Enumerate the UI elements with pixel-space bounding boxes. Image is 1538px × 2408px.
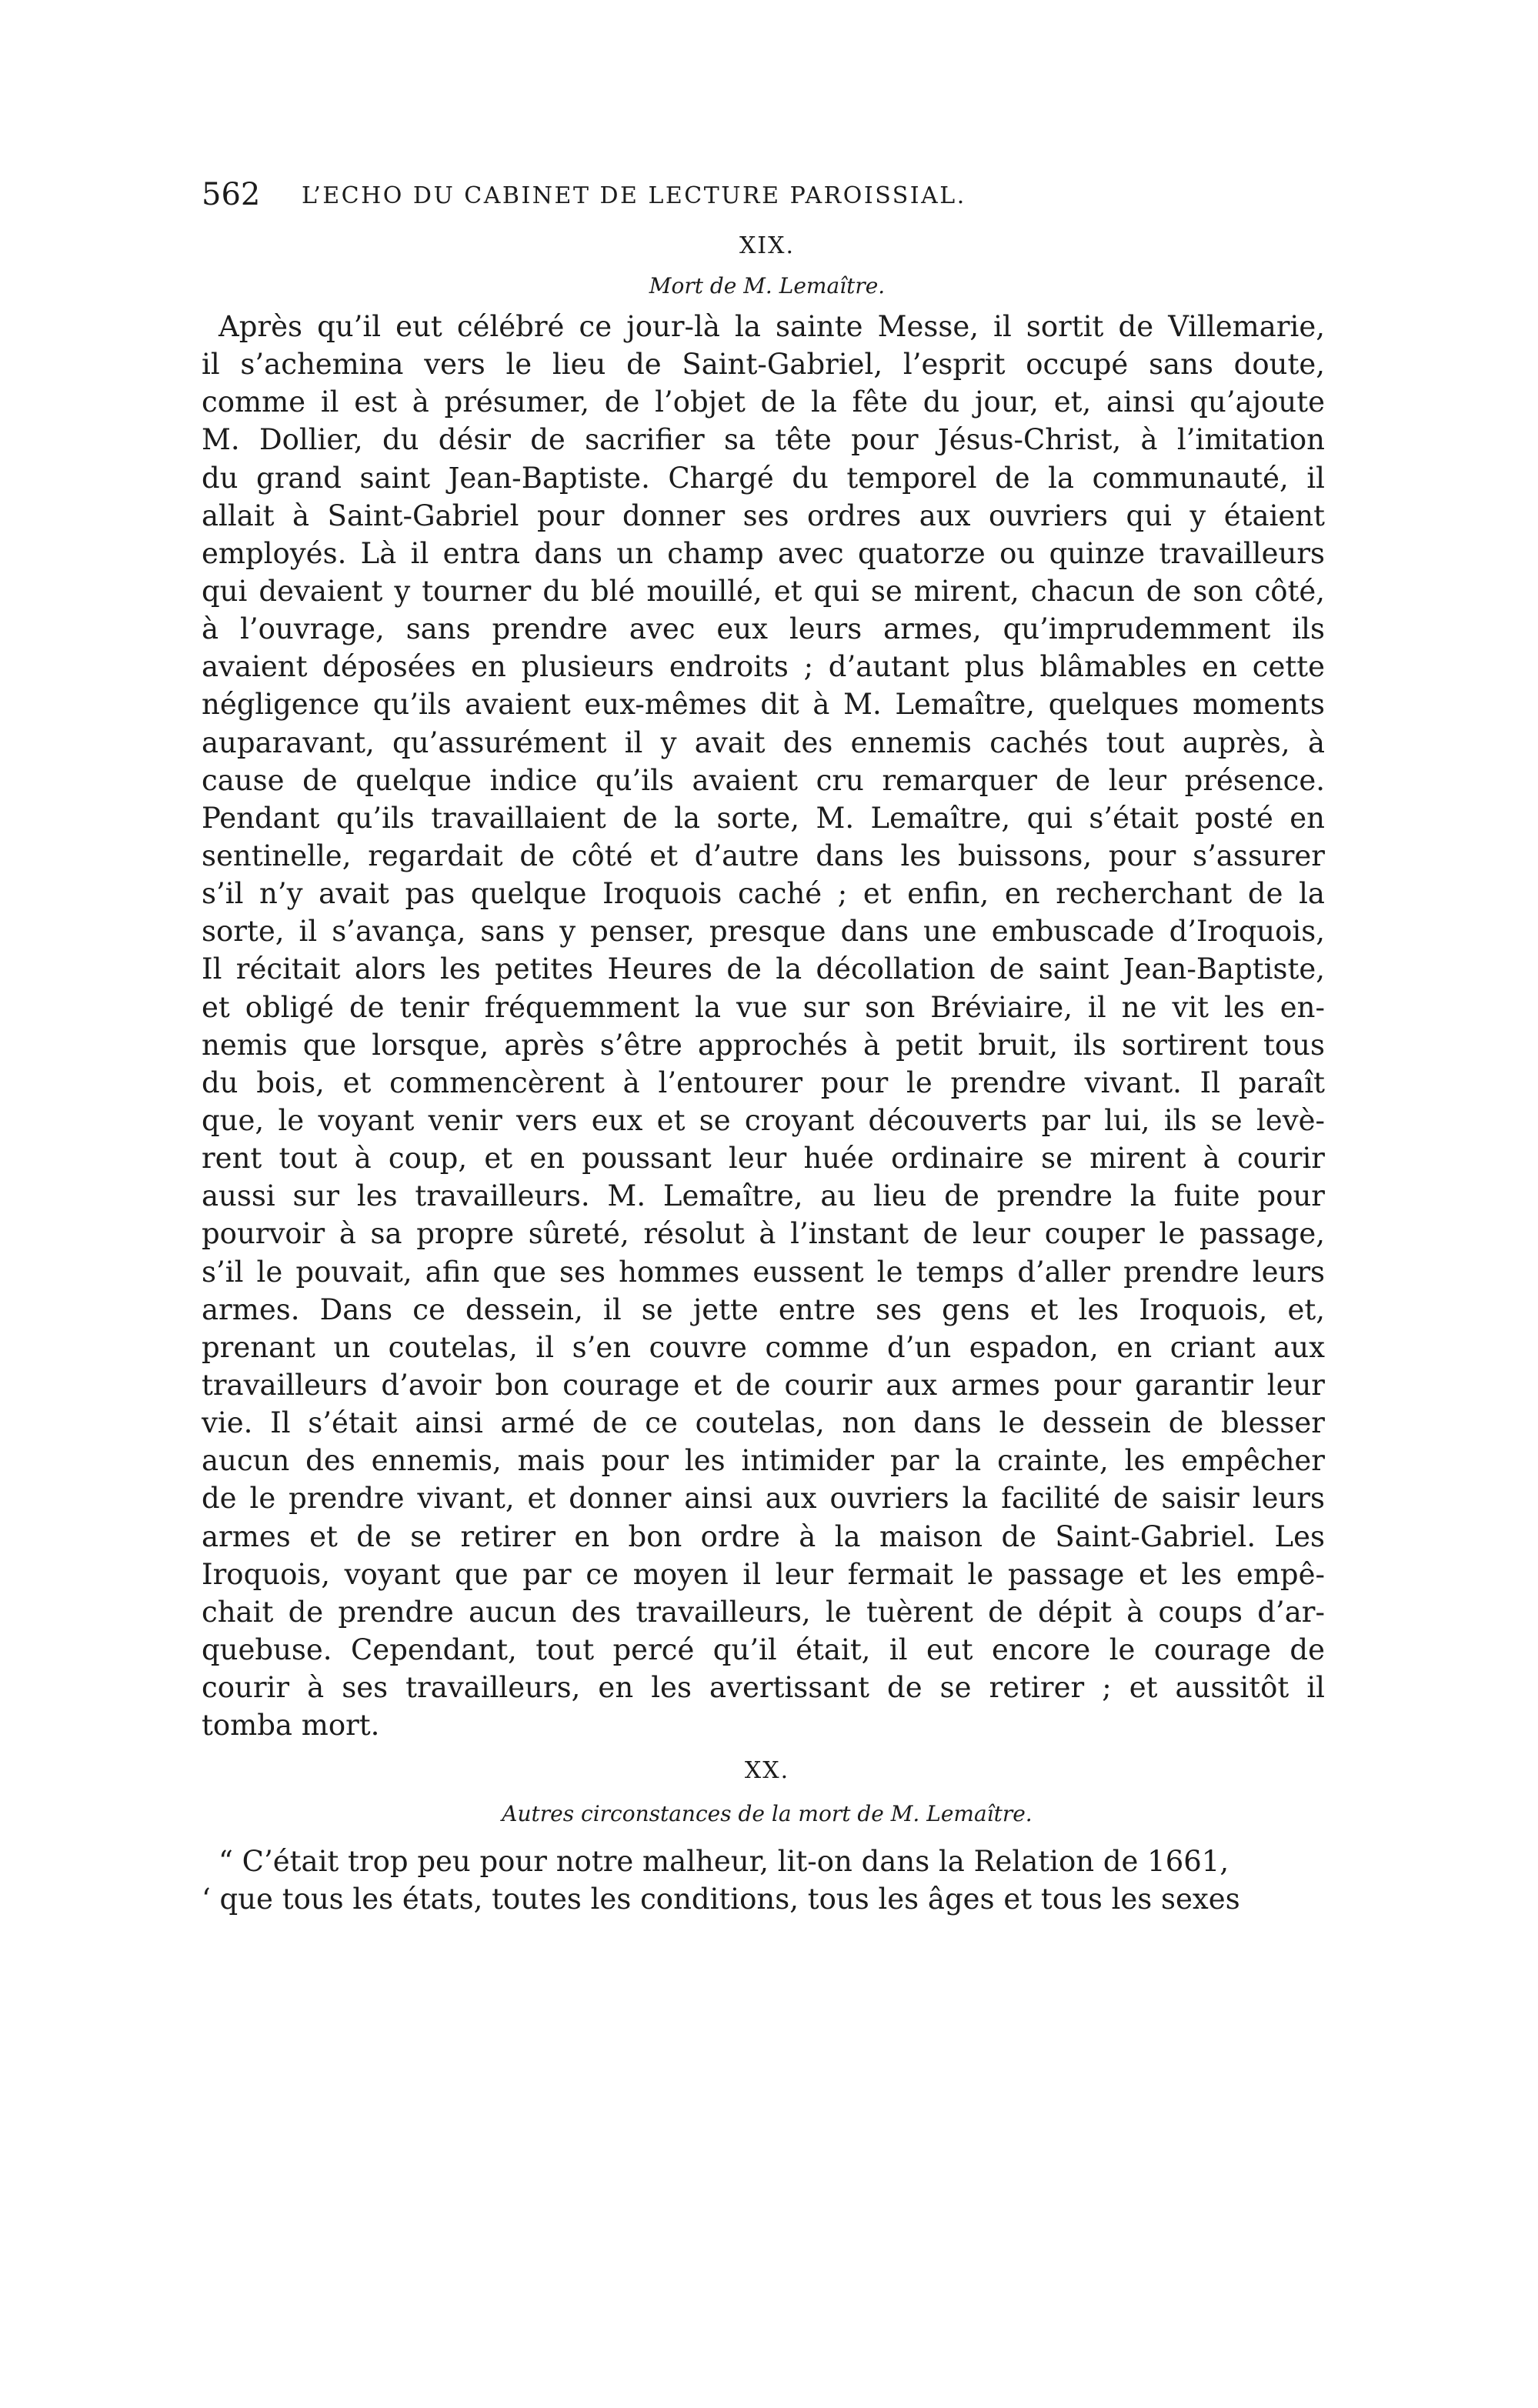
page-number: 562 [202, 177, 261, 212]
text-line: avaient déposées en plusieurs endroits ; d’autant plus blâmables en cette [202, 650, 1325, 684]
text-line: auparavant, qu’assurément il y avait des ennemis cachés tout auprès, à [202, 725, 1325, 759]
text-line: vie. Il s’était ainsi armé de ce coutelas, non dans le dessein de blesser [202, 1406, 1325, 1440]
text-line: “ C’était trop peu pour notre malheur, lit-on dans la Relation de 1661, [219, 1845, 1229, 1878]
text-line: chait de prendre aucun des travailleurs, le tuèrent de dépit à coups d’ar- [202, 1595, 1325, 1629]
text-line: du grand saint Jean-Baptiste. Chargé du temporel de la communauté, il [202, 461, 1325, 495]
text-line: comme il est à présumer, de l’objet de la fête du jour, et, ainsi qu’ajoute [202, 385, 1325, 419]
section-xix-body [202, 308, 1325, 1744]
text-line: sentinelle, regardait de côté et d’autre dans les buissons, pour s’assurer [202, 839, 1325, 872]
text-line: pourvoir à sa propre sûreté, résolut à l’instant de leur couper le passage, [202, 1217, 1325, 1251]
section-xx-number: XX. [744, 1757, 790, 1784]
text-line: que, le voyant venir vers eux et se croyant découverts par lui, ils se levè- [202, 1103, 1325, 1137]
text-line: allait à Saint-Gabriel pour donner ses ordres aux ouvriers qui y étaient [202, 499, 1325, 532]
text-line: rent tout à coup, et en poussant leur huée ordinaire se mirent à courir [202, 1142, 1325, 1176]
running-title: L’ECHO DU CABINET DE LECTURE PAROISSIAL. [302, 182, 966, 209]
text-line: négligence qu’ils avaient eux-mêmes dit à M. Lemaître, quelques moments [202, 688, 1325, 722]
text-line: tomba mort. [202, 1709, 380, 1743]
text-line: aucun des ennemis, mais pour les intimider par la crainte, les empêcher [202, 1444, 1325, 1478]
section-xx-title: Autres circonstances de la mort de M. Lemaître. [502, 1801, 1033, 1826]
text-line: quebuse. Cependant, tout percé qu’il était, il eut encore le courage de [202, 1633, 1325, 1666]
text-line: s’il le pouvait, afin que ses hommes eussent le temps d’aller prendre leurs [202, 1255, 1325, 1289]
text-line: s’il n’y avait pas quelque Iroquois caché ; et enfin, en recherchant de la [202, 877, 1325, 911]
text-line: travailleurs d’avoir bon courage et de courir aux armes pour garantir leur [202, 1368, 1325, 1402]
text-line: Pendant qu’ils travaillaient de la sorte, M. Lemaître, qui s’était posté en [202, 801, 1325, 835]
section-xix-number: XIX. [739, 232, 796, 259]
text-line: M. Dollier, du désir de sacrifier sa tête pour Jésus-Christ, à l’imitation [202, 423, 1325, 457]
text-line: qui devaient y tourner du blé mouillé, et qui se mirent, chacun de son côté, [202, 574, 1325, 608]
text-line: Après qu’il eut célébré ce jour-là la sainte Messe, il sortit de Villemarie, [219, 310, 1325, 343]
text-line: du bois, et commencèrent à l’entourer pour le prendre vivant. Il paraît [202, 1066, 1325, 1099]
text-line: Iroquois, voyant que par ce moyen il leur fermait le passage et les empê- [202, 1557, 1325, 1591]
text-line: de le prendre vivant, et donner ainsi aux ouvriers la facilité de saisir leurs [202, 1482, 1325, 1516]
page-header [202, 175, 1356, 214]
text-line: cause de quelque indice qu’ils avaient cru remarquer de leur présence. [202, 763, 1325, 797]
text-line: à l’ouvrage, sans prendre avec eux leurs armes, qu’imprudemment ils [202, 612, 1325, 646]
text-line: employés. Là il entra dans un champ avec quatorze ou quinze travailleurs [202, 536, 1325, 570]
section-xix-title: Mort de M. Lemaître. [649, 273, 886, 298]
text-line: et obligé de tenir fréquemment la vue sur son Bréviaire, il ne vit les en- [202, 990, 1325, 1024]
text-line: courir à ses travailleurs, en les avertissant de se retirer ; et aussitôt il [202, 1671, 1325, 1705]
section-xx-body [202, 1843, 1325, 1918]
text-line: aussi sur les travailleurs. M. Lemaître, au lieu de prendre la fuite pour [202, 1179, 1325, 1213]
text-line: ‘ que tous les états, toutes les conditions, tous les âges et tous les sexes [202, 1883, 1240, 1916]
text-line: il s’achemina vers le lieu de Saint-Gabriel, l’esprit occupé sans doute, [202, 348, 1325, 382]
text-line: sorte, il s’avança, sans y penser, presque dans une embuscade d’Iroquois, [202, 915, 1325, 949]
text-line: armes et de se retirer en bon ordre à la maison de Saint-Gabriel. Les [202, 1519, 1325, 1553]
text-line: nemis que lorsque, après s’être approchés à petit bruit, ils sortirent tous [202, 1028, 1325, 1062]
text-line: Il récitait alors les petites Heures de la décollation de saint Jean-Baptiste, [202, 952, 1325, 986]
text-line: armes. Dans ce dessein, il se jette entre ses gens et les Iroquois, et, [202, 1292, 1325, 1326]
text-line: prenant un coutelas, il s’en couvre comme d’un espadon, en criant aux [202, 1330, 1325, 1364]
